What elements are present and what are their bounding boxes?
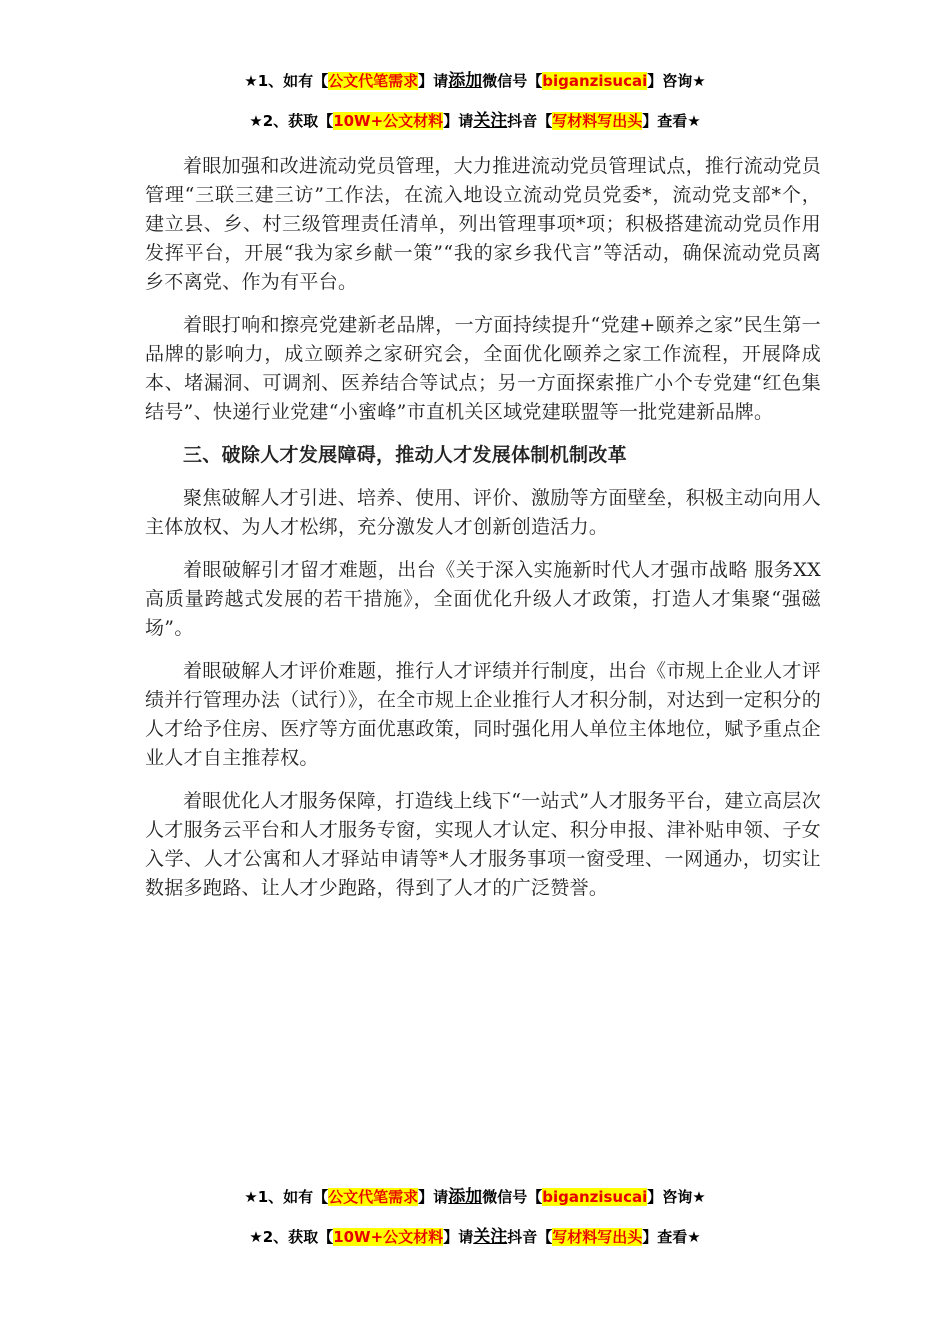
banner-text: ★2、获取【 [249, 1228, 334, 1246]
banner-text: 】请 [418, 1188, 449, 1206]
body-paragraph: 着眼破解引才留才难题，出台《关于深入实施新时代人才强市战略 服务XX高质量跨越式发展的若干措施》，全面优化升级人才政策，打造人才集聚“强磁场”。 [145, 559, 821, 639]
banner-text: 】查看★ [642, 1228, 701, 1246]
promo-banner-bottom-line1 [0, 1186, 950, 1208]
document-body [145, 152, 821, 917]
banner-text: ★1、如有【 [244, 1188, 329, 1206]
banner-text: 】请 [418, 72, 449, 90]
banner-highlight: biganzisucai [542, 72, 648, 90]
banner-highlight: 10W+公文材料 [333, 1228, 444, 1246]
banner-text: 微信号【 [482, 72, 543, 90]
banner-text: 】请 [443, 112, 474, 130]
banner-highlight: biganzisucai [542, 1188, 648, 1206]
banner-underlined-text: 关注 [473, 1227, 508, 1247]
banner-text: ★2、获取【 [249, 112, 334, 130]
banner-text: 】咨询★ [647, 72, 706, 90]
section-heading: 三、破除人才发展障碍，推动人才发展体制机制改革 [183, 444, 627, 466]
banner-text: ★1、如有【 [244, 72, 329, 90]
banner-underlined-text: 添加 [448, 1187, 483, 1207]
banner-highlight: 公文代笔需求 [328, 1188, 419, 1206]
banner-text: 】查看★ [642, 112, 701, 130]
banner-text: 】咨询★ [647, 1188, 706, 1206]
body-paragraph: 着眼破解人才评价难题，推行人才评绩并行制度，出台《市规上企业人才评绩并行管理办法（试行）》，在全市规上企业推行人才积分制，对达到一定积分的人才给予住房、医疗等方面优惠政策，同时强化用人单位主体地位，赋予重点企业人才自主推荐权。 [145, 660, 821, 769]
banner-highlight: 10W+公文材料 [333, 112, 444, 130]
banner-text: 】请 [443, 1228, 474, 1246]
promo-banner-bottom-line2 [0, 1226, 950, 1248]
banner-text: 抖音【 [507, 1228, 553, 1246]
banner-highlight: 写材料写出头 [552, 1228, 643, 1246]
body-paragraph: 着眼打响和擦亮党建新老品牌，一方面持续提升“党建+颐养之家”民生第一品牌的影响力，成立颐养之家研究会，全面优化颐养之家工作流程，开展降成本、堵漏洞、可调剂、医养结合等试点；另一方面探索推广小个专党建“红色集结号”、快递行业党建“小蜜峰”市直机关区域党建联盟等一批党建新品牌。 [145, 314, 821, 423]
banner-text: 微信号【 [482, 1188, 543, 1206]
banner-underlined-text: 关注 [473, 111, 508, 131]
body-paragraph: 聚焦破解人才引进、培养、使用、评价、激励等方面壁垒，积极主动向用人主体放权、为人才松绑，充分激发人才创新创造活力。 [145, 487, 821, 538]
banner-highlight: 公文代笔需求 [328, 72, 419, 90]
banner-underlined-text: 添加 [448, 71, 483, 91]
promo-banner-top-line2 [0, 110, 950, 132]
banner-text: 抖音【 [507, 112, 553, 130]
body-paragraph: 着眼加强和改进流动党员管理，大力推进流动党员管理试点，推行流动党员管理“三联三建三访”工作法，在流入地设立流动党员党委*，流动党支部*个，建立县、乡、村三级管理责任清单，列出管理事项*项；积极搭建流动党员作用发挥平台，开展“我为家乡献一策”“我的家乡我代言”等活动，确保流动党员离乡不离党、作为有平台。 [145, 155, 821, 293]
promo-banner-top-line1 [0, 70, 950, 92]
body-paragraph: 着眼优化人才服务保障，打造线上线下“一站式”人才服务平台，建立高层次人才服务云平台和人才服务专窗，实现人才认定、积分申报、津补贴申领、子女入学、人才公寓和人才驿站申请等*人才服务事项一窗受理、一网通办，切实让数据多跑路、让人才少跑路，得到了人才的广泛赞誉。 [145, 790, 821, 899]
banner-highlight: 写材料写出头 [552, 112, 643, 130]
